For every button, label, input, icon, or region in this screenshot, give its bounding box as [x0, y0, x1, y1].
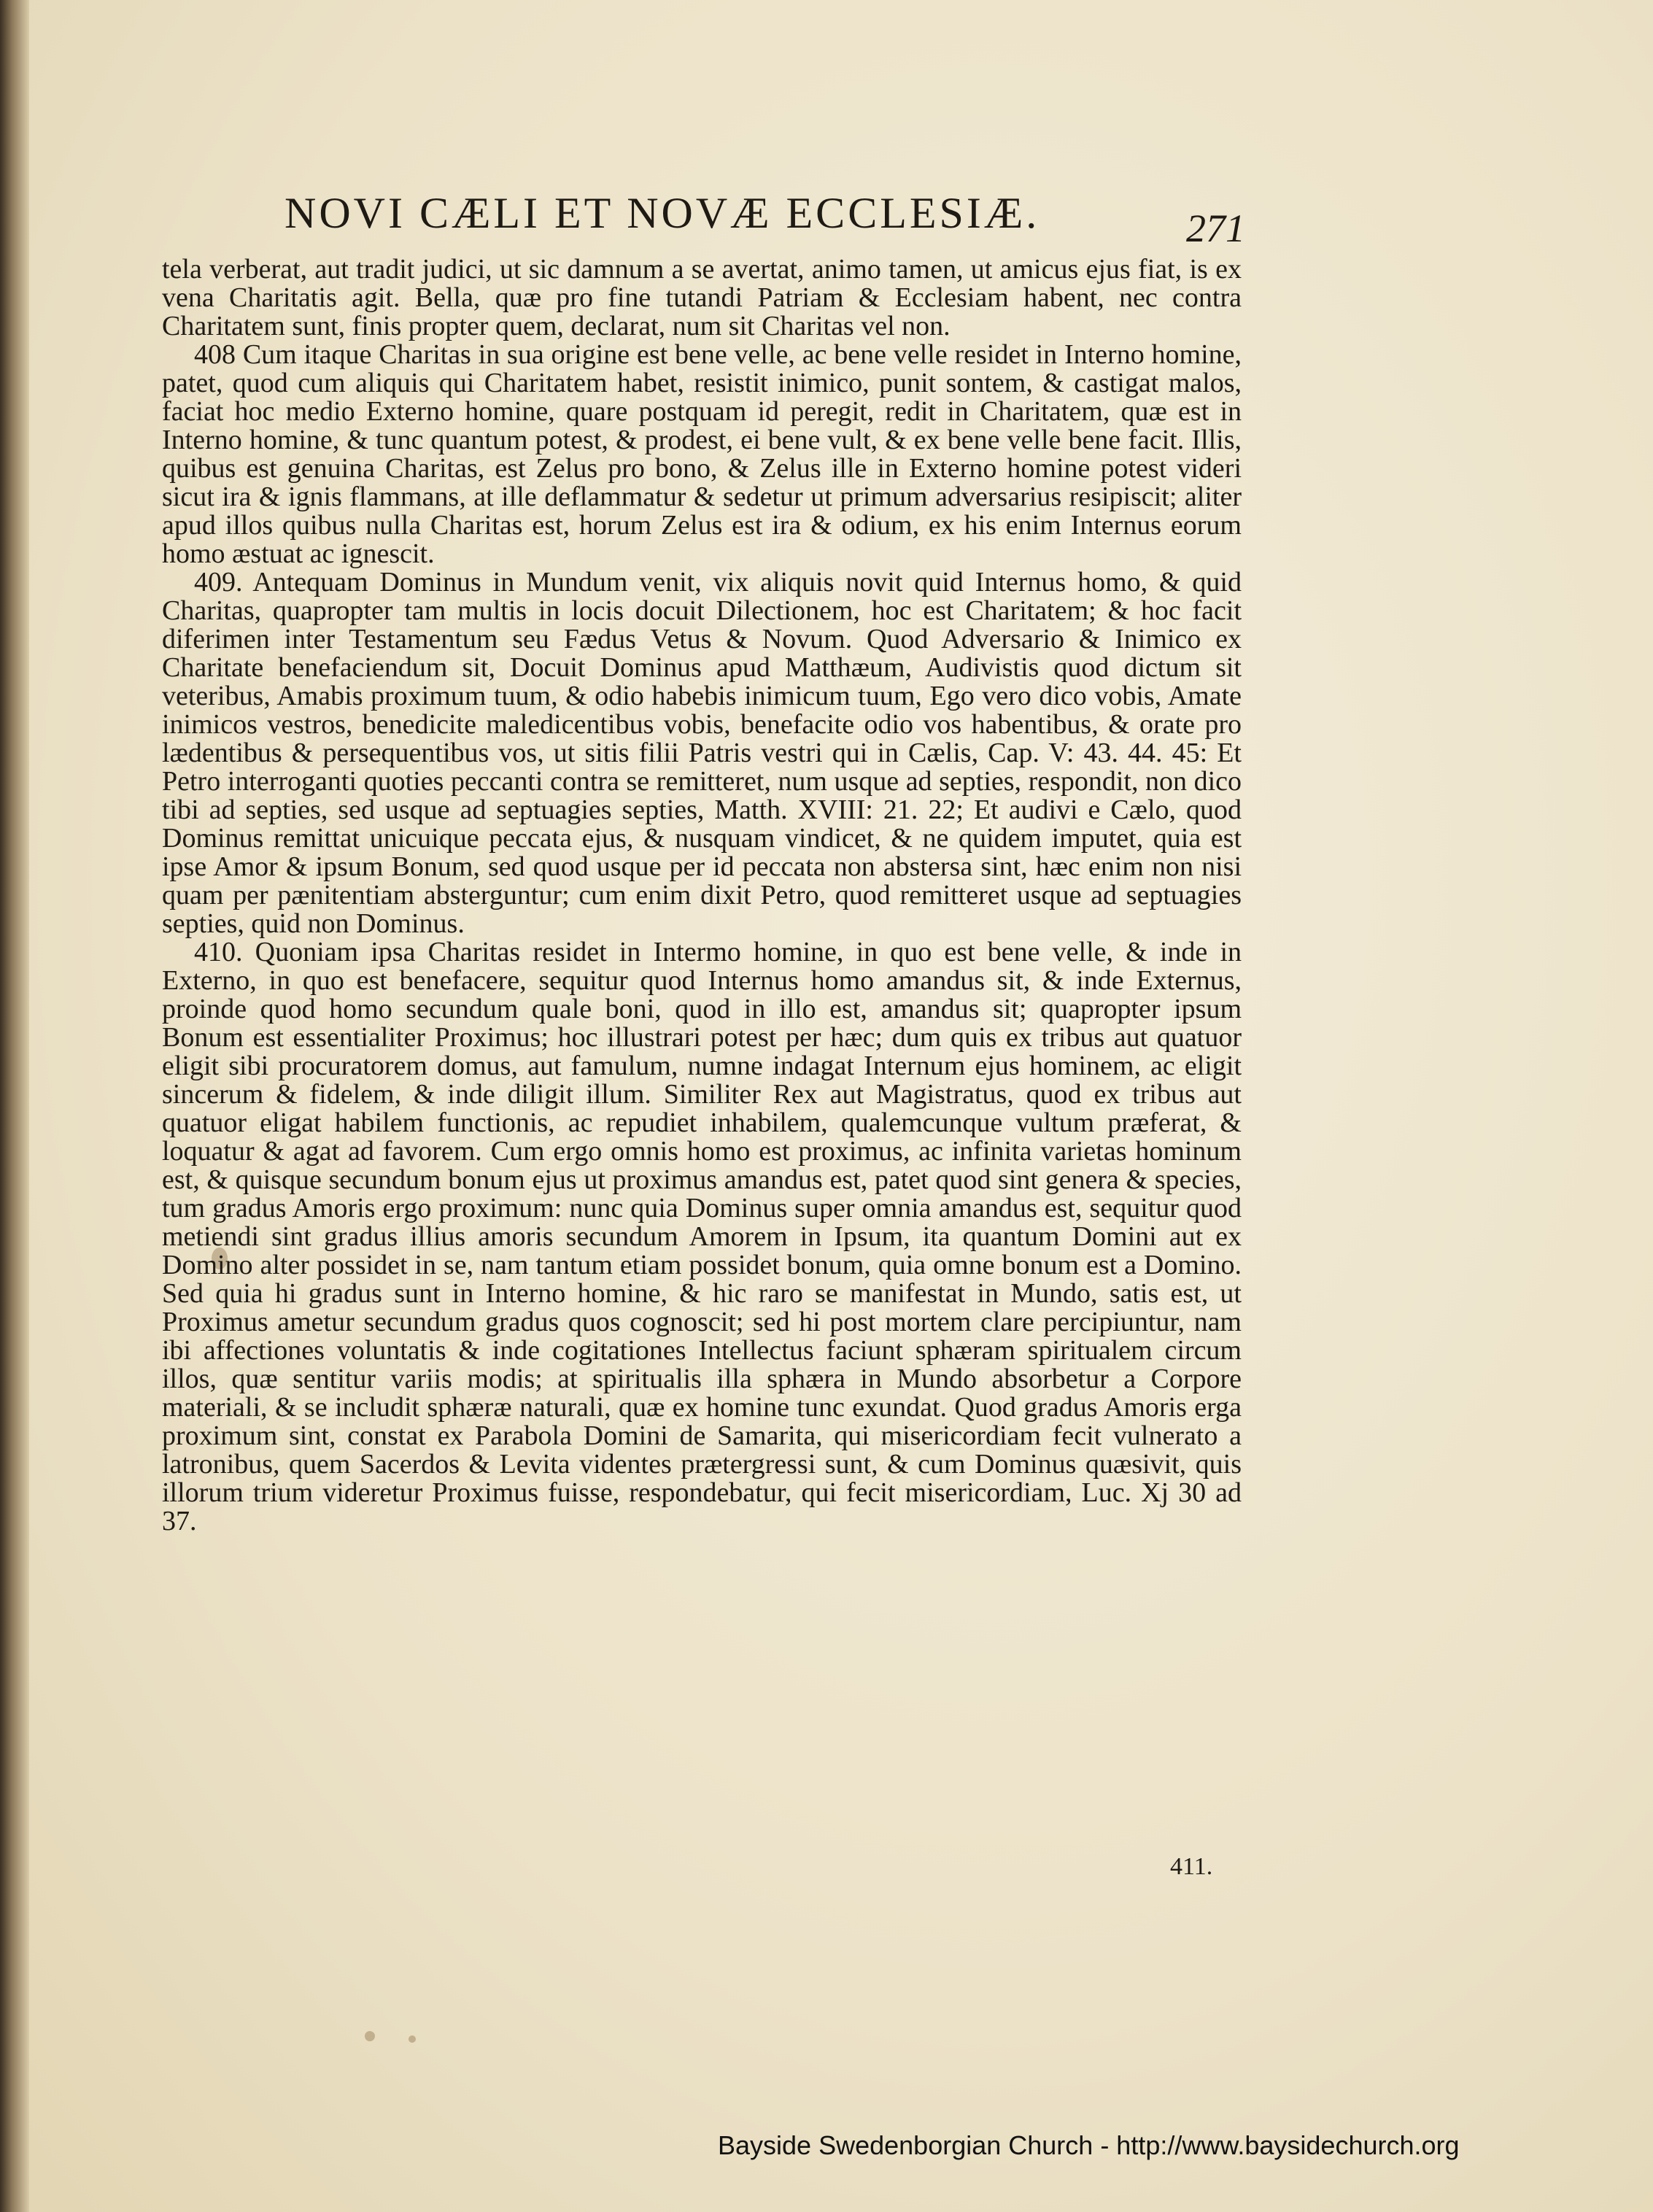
catchword: 411. [1170, 1853, 1213, 1880]
footer-credit: Bayside Swedenborgian Church - http://www.baysidechurch.org [718, 2130, 1460, 2160]
running-title: NOVI CÆLI ET NOVÆ ECCLESIÆ. [284, 189, 1040, 237]
page-number: 271 [1186, 206, 1245, 250]
ink-stain [365, 2031, 375, 2041]
book-gutter [0, 0, 29, 2212]
paragraph-408: 408 Cum itaque Charitas in sua origine est bene velle, ac bene velle residet in Interno homine, patet, quod cum aliquis qui Charitatem habet, resistit inimico, punit sontem, & castigat malos, faciat hoc medio Externo homine, quare postquam id peregit, redit in Charitatem, quæ est in Interno homine, & tunc quantum potest, & prodest, ei bene vult, & ex bene velle bene facit. Illis, quibus est genuina Charitas, est Zelus pro bono, & Zelus ille in Externo homine potest videri sicut ira & ignis flammans, at ille deflammatur & sedetur ut primum adversarius resipiscit; aliter apud illos quibus nulla Charitas est, horum Zelus est ira & odium, ex his enim Internus eorum homo æstuat ac ignescit. [162, 339, 1242, 569]
paragraph-410: 410. Quoniam ipsa Charitas residet in Intermo homine, in quo est bene velle, & inde in Externo, in quo est benefacere, sequitur quod Internus homo amandus sit, & inde Externus, proinde quod homo secundum quale boni, quod in illo est, amandus sit; quapropter ipsum Bonum est essentialiter Proximus; hoc illustrari potest per hæc; dum quis ex tribus aut quatuor eligit sibi procuratorem domus, aut famulum, numne indagat Internum ejus hominem, ac eligit sincerum & fidelem, & inde diligit illum. Similiter Rex aut Magistratus, quod ex tribus aut quatuor eligat habilem functionis, ac repudiet inhabilem, qualemcunque vultum præferat, & loquatur & agat ad favorem. Cum ergo omnis homo est proximus, ac infinita varietas hominum est, & quisque secundum bonum ejus ut proximus amandus est, patet quod sint genera & species, tum gradus Amoris ergo proximum: nunc quia Dominus super omnia amandus est, sequitur quod metiendi sint gradus illius amoris secundum Amorem in Ipsum, ita quantum Domini aut ex Domino alter possidet in se, nam tantum etiam possidet bonum, quia omne bonum est a Domino. Sed quia hi gradus sunt in Interno homine, & hic raro se manifestat in Mundo, satis est, ut Proximus ametur secundum gradus quos cognoscit; sed hi post mortem clare percipiuntur, nam ibi affectiones voluntatis & inde cogitationes Intellectus faciunt sphæram spiritualem circum illos, quæ sentitur variis modis; at spiritualis illa sphæra in Mundo absorbetur a Corpore materiali, & se includit sphæræ naturali, quæ ex homine tunc exundat. Quod gradus Amoris erga proximum sint, constat ex Parabola Domini de Samarita, qui misericordiam fecit vulnerato a latronibus, quem Sacerdos & Levita videntes prætergressi sunt, & cum Dominus quæsivit, quis illorum trium videretur Proximus fuisse, respondebatur, qui fecit misericordiam, Luc. Xj 30 ad 37. [162, 937, 1242, 1536]
body-text [162, 255, 1242, 1536]
ink-stain [409, 2035, 416, 2043]
paragraph-continued: tela verberat, aut tradit judici, ut sic damnum a se avertat, animo tamen, ut amicus ejus fiat, is ex vena Charitatis agit. Bella, quæ pro fine tutandi Patriam & Ecclesiam habent, nec contra Charitatem sunt, finis propter quem, declarat, num sit Charitas vel non. [162, 254, 1242, 341]
paragraph-409: 409. Antequam Dominus in Mundum venit, vix aliquis novit quid Internus homo, & quid Charitas, quapropter tam multis in locis docuit Dilectionem, hoc est Charitatem; & hoc facit diferimen inter Testamentum seu Fædus Vetus & Novum. Quod Adversario & Inimico ex Charitate benefaciendum sit, Docuit Dominus apud Matthæum, Audivistis quod dictum sit veteribus, Amabis proximum tuum, & odio habebis inimicum tuum, Ego vero dico vobis, Amate inimicos vestros, benedicite maledicentibus vobis, benefacite odio vos habentibus, & orate pro lædentibus & persequentibus vos, ut sitis filii Patris vestri qui in Cælis, Cap. V: 43. 44. 45: Et Petro interroganti quoties peccanti contra se remitteret, num usque ad septies, respondit, non dico tibi ad septies, sed usque ad septuagies septies, Matth. XVIII: 21. 22; Et audivi e Cælo, quod Dominus remittat unicuique peccata ejus, & nusquam vindicet, & ne quidem imputet, quia est ipse Amor & ipsum Bonum, sed quod usque per id peccata non abstersa sint, hæc enim non nisi quam per pænitentiam absterguntur; cum enim dixit Petro, quod remitteret usque ad septuagies septies, quid non Dominus. [162, 567, 1242, 939]
